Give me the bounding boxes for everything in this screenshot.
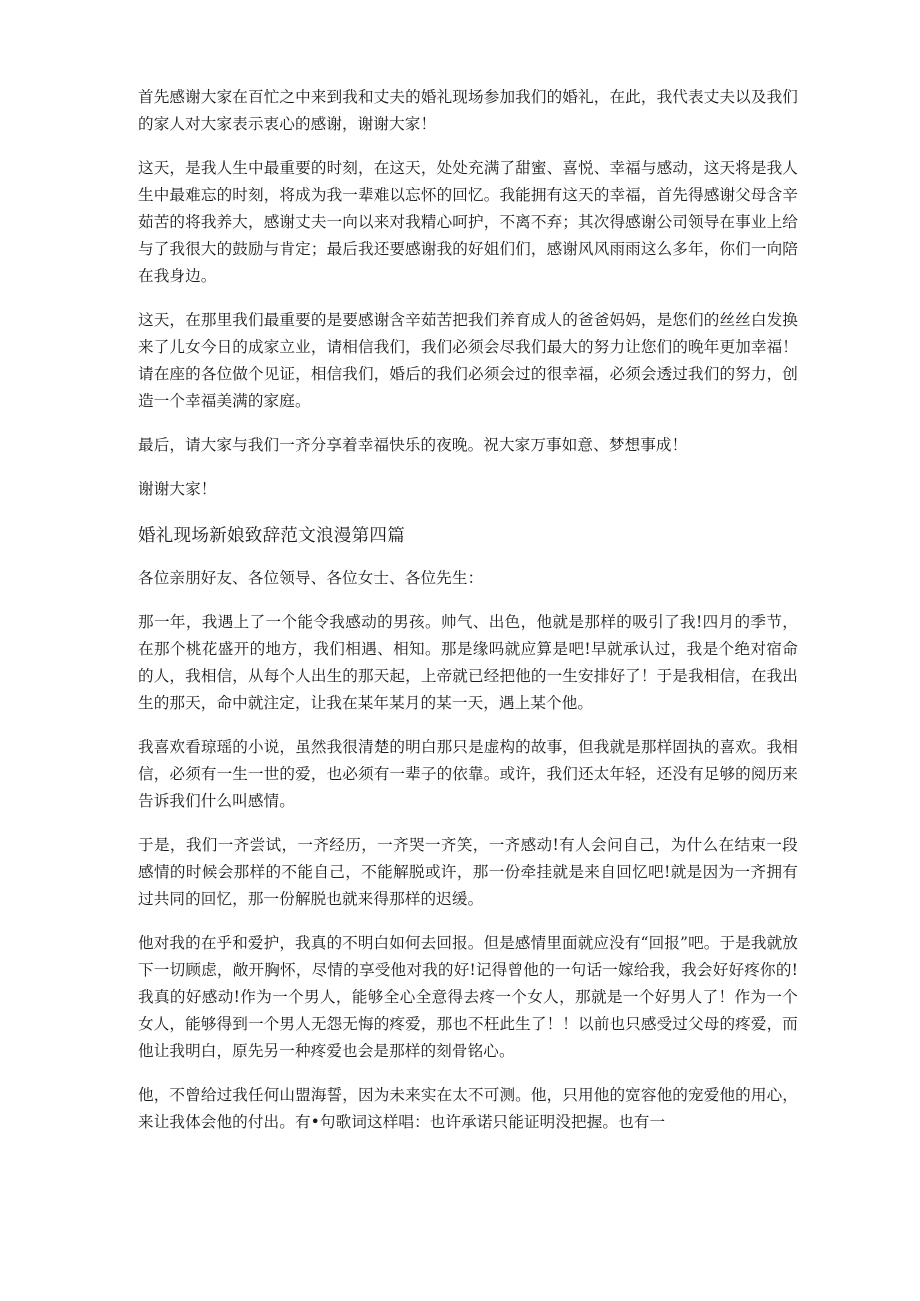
paragraph-closing-wishes: 最后，请大家与我们一齐分享着幸福快乐的夜晚。祝大家万事如意、梦想事成！	[138, 436, 688, 454]
paragraph-his-care: 他对我的在乎和爱护，我真的不明白如何去回报。但是感情里面就应没有“回报”吧。于是我就放下一切顾虑，敞开胸怀，尽情的享受他对我的好!记得曾他的一句话一嫁给我，我会好好疼你的!我真的好感动!作为一个男人，能够全心全意得去疼一个女人，那就是一个好男人了！作为一个女人，能够得到一个男人无怨无悔的疼爱，那也不枉此生了！！以前也只感受过父母的疼爱，而他让我明白，原先另一种疼爱也会是那样的刻骨铭心。	[138, 934, 798, 1060]
paragraph-no-promises: 他，不曾给过我任何山盟海誓，因为未来实在太不可测。他，只用他的宽容他的宠爱他的用心，来让我体会他的付出。有•句歌词这样唱：也许承诺只能证明没把握。也有一	[138, 1086, 798, 1131]
paragraph-thank-parents: 这天，在那里我们最重要的是要感谢含辛茹苦把我们养育成人的爸爸妈妈，是您们的丝丝白发换来了儿女今日的成家立业，请相信我们，我们必须会尽我们最大的努力让您们的晚年更加幸福！请在座的各位做个见证，相信我们，婚后的我们必须会过的很幸福，必须会透过我们的努力，创造一个幸福美满的家庭。	[138, 311, 798, 410]
paragraph-meeting-story: 那一年，我遇上了一个能令我感动的男孩。帅气、出色，他就是那样的吸引了我!四月的季节，在那个桃花盛开的地方，我们相遇、相知。那是缘吗就应算是吧!早就承认过，我是个绝对宿命的人，我相信，从每个人出生的那天起，上帝就已经把他的一生安排好了！于是我相信，在我出生的那天，命中就注定，让我在某年某月的某一天，遇上某个他。	[138, 613, 798, 712]
paragraph-qiongyao-novels: 我喜欢看琼瑶的小说，虽然我很清楚的明白那只是虚构的故事，但我就是那样固执的喜欢。我相信，必须有一生一世的爱，也必须有一辈子的依靠。或许，我们还太年轻，还没有足够的阅历来告诉我们什么叫感情。	[138, 738, 798, 810]
document-page	[138, 84, 798, 1136]
paragraph-important-day: 这天，是我人生中最重要的时刻，在这天，处处充满了甜蜜、喜悦、幸福与感动，这天将是我人生中最难忘的时刻，将成为我一辈难以忘怀的回忆。我能拥有这天的幸福，首先得感谢父母含辛茹苦的将我养大，感谢丈夫一向以来对我精心呵护，不离不弃；其次得感谢公司领导在事业上给与了我很大的鼓励与肯定；最后我还要感谢我的好姐们们，感谢风风雨雨这么多年，你们一向陪在我身边。	[138, 159, 798, 285]
paragraph-shared-memories: 于是，我们一齐尝试，一齐经历，一齐哭一齐笑，一齐感动!有人会问自己，为什么在结束一段感情的时候会那样的不能自己，不能解脱或许，那一份牵挂就是来自回忆吧!就是因为一齐拥有过共同的回忆，那一份解脱也就来得那样的迟缓。	[138, 836, 798, 908]
section-title: 婚礼现场新娘致辞范文浪漫第四篇	[138, 526, 405, 546]
paragraph-thank-you: 谢谢大家！	[138, 480, 217, 498]
salutation: 各位亲朋好友、各位领导、各位女士、各位先生：	[138, 569, 484, 587]
paragraph-thanks-opening: 首先感谢大家在百忙之中来到我和丈夫的婚礼现场参加我们的婚礼，在此，我代表丈夫以及我们的家人对大家表示衷心的感谢，谢谢大家！	[138, 88, 798, 133]
